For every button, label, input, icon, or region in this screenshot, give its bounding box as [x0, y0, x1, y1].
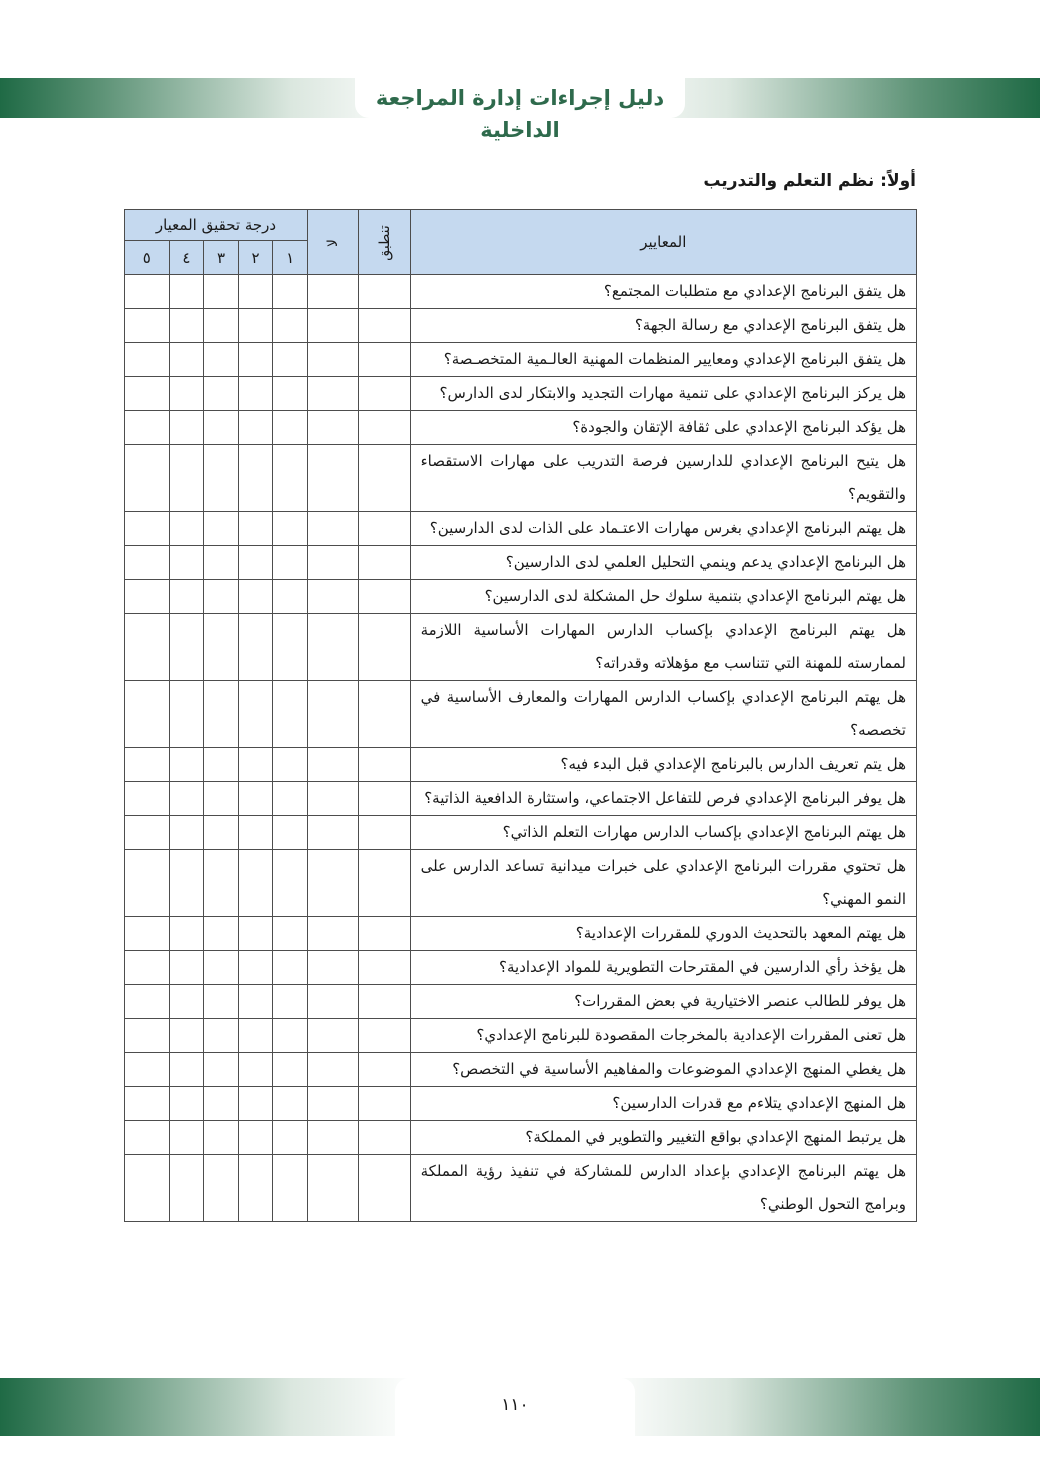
- table-row: [125, 614, 917, 681]
- level-4-cell[interactable]: [169, 275, 204, 309]
- applies-cell[interactable]: [359, 1155, 410, 1222]
- level-3-cell[interactable]: [204, 614, 239, 681]
- level-2-cell[interactable]: [238, 850, 273, 917]
- level-1-cell[interactable]: [273, 309, 308, 343]
- criterion-text: هل البرنامج الإعدادي يدعم وينمي التحليل العلمي لدى الدارسين؟: [410, 546, 916, 580]
- applies-cell[interactable]: [359, 816, 410, 850]
- applies-cell[interactable]: [359, 917, 410, 951]
- level-3-cell[interactable]: [204, 816, 239, 850]
- level-1-cell[interactable]: [273, 816, 308, 850]
- criterion-text: هل يهتم البرنامج الإعدادي بإعداد الدارس للمشاركة في تنفيذ رؤية المملكة وبرامج التحول الوطني؟: [410, 1155, 916, 1222]
- level-1-cell[interactable]: [273, 782, 308, 816]
- not-applies-cell[interactable]: [307, 1087, 358, 1121]
- table-row: [125, 275, 917, 309]
- applies-cell[interactable]: [359, 445, 410, 512]
- not-applies-cell[interactable]: [307, 512, 358, 546]
- level-4-cell[interactable]: [169, 1087, 204, 1121]
- applies-header: [359, 210, 410, 275]
- level-5-cell[interactable]: [125, 850, 170, 917]
- not-applies-cell[interactable]: [307, 816, 358, 850]
- level-1-cell[interactable]: [273, 748, 308, 782]
- applies-cell[interactable]: [359, 1121, 410, 1155]
- level-5-cell[interactable]: [125, 343, 170, 377]
- level-3-cell[interactable]: [204, 850, 239, 917]
- level-4-cell[interactable]: [169, 748, 204, 782]
- applies-cell[interactable]: [359, 377, 410, 411]
- applies-cell[interactable]: [359, 411, 410, 445]
- applies-cell[interactable]: [359, 343, 410, 377]
- level-1-cell[interactable]: [273, 850, 308, 917]
- table-row: [125, 985, 917, 1019]
- level-4-cell[interactable]: [169, 816, 204, 850]
- level-1-cell[interactable]: [273, 343, 308, 377]
- level-5-cell[interactable]: [125, 546, 170, 580]
- level-3-cell[interactable]: [204, 377, 239, 411]
- level-5-cell[interactable]: [125, 1155, 170, 1222]
- applies-cell[interactable]: [359, 1087, 410, 1121]
- table-row: [125, 580, 917, 614]
- not-applies-cell[interactable]: [307, 1019, 358, 1053]
- level-3-cell[interactable]: [204, 782, 239, 816]
- level-4-cell[interactable]: [169, 343, 204, 377]
- table-row: [125, 445, 917, 512]
- level-1-cell[interactable]: [273, 1019, 308, 1053]
- criterion-text: هل يتفق البرنامج الإعدادي مع متطلبات المجتمع؟: [410, 275, 916, 309]
- level-5-cell[interactable]: [125, 782, 170, 816]
- criterion-text: هل يغطي المنهج الإعدادي الموضوعات والمفاهيم الأساسية في التخصص؟: [410, 1053, 916, 1087]
- level-4-cell[interactable]: [169, 580, 204, 614]
- level-3-cell[interactable]: [204, 580, 239, 614]
- level-1-cell[interactable]: [273, 580, 308, 614]
- level-3-cell[interactable]: [204, 1087, 239, 1121]
- level-3-cell[interactable]: [204, 1053, 239, 1087]
- level-3-cell[interactable]: [204, 309, 239, 343]
- level-3-cell[interactable]: [204, 985, 239, 1019]
- level-5-cell[interactable]: [125, 512, 170, 546]
- level-5-cell[interactable]: [125, 917, 170, 951]
- level-2-cell[interactable]: [238, 748, 273, 782]
- not-applies-cell[interactable]: [307, 681, 358, 748]
- level-4-cell[interactable]: [169, 951, 204, 985]
- not-applies-cell[interactable]: [307, 1155, 358, 1222]
- table-row: [125, 1087, 917, 1121]
- level-4-cell[interactable]: [169, 1155, 204, 1222]
- level-1-cell[interactable]: [273, 614, 308, 681]
- degree-header: درجة تحقيق المعيار: [125, 210, 308, 241]
- level-3-cell[interactable]: [204, 917, 239, 951]
- not-applies-header: [307, 210, 358, 275]
- level-3-cell[interactable]: [204, 275, 239, 309]
- level-1-cell[interactable]: [273, 1155, 308, 1222]
- level-3-cell[interactable]: [204, 343, 239, 377]
- level-4-cell[interactable]: [169, 985, 204, 1019]
- not-applies-cell[interactable]: [307, 275, 358, 309]
- level-1-cell[interactable]: [273, 681, 308, 748]
- not-applies-cell[interactable]: [307, 309, 358, 343]
- table-row: [125, 917, 917, 951]
- applies-cell[interactable]: [359, 951, 410, 985]
- table-row: [125, 309, 917, 343]
- criterion-text: هل يؤكد البرنامج الإعدادي على ثقافة الإتقان والجودة؟: [410, 411, 916, 445]
- page-number: ١١٠: [501, 1395, 529, 1415]
- level-4-cell[interactable]: [169, 309, 204, 343]
- level-2-cell[interactable]: [238, 546, 273, 580]
- not-applies-cell[interactable]: [307, 782, 358, 816]
- table-row: [125, 1121, 917, 1155]
- level-5-cell[interactable]: [125, 309, 170, 343]
- not-applies-cell[interactable]: [307, 580, 358, 614]
- applies-cell[interactable]: [359, 985, 410, 1019]
- not-applies-header-label: لا: [325, 239, 342, 247]
- level-4-cell[interactable]: [169, 445, 204, 512]
- level-2-cell[interactable]: [238, 614, 273, 681]
- table-row: [125, 850, 917, 917]
- level-5-cell[interactable]: [125, 985, 170, 1019]
- level-4-cell[interactable]: [169, 411, 204, 445]
- applies-cell[interactable]: [359, 512, 410, 546]
- level-5-cell[interactable]: [125, 445, 170, 512]
- table-row: [125, 816, 917, 850]
- criterion-text: هل يتفق البرنامج الإعدادي ومعايير المنظمات المهنية العالـمية المتخصـصة؟: [410, 343, 916, 377]
- table-row: [125, 681, 917, 748]
- level-2-cell[interactable]: [238, 275, 273, 309]
- applies-cell[interactable]: [359, 1019, 410, 1053]
- criterion-text: هل يؤخذ رأي الدارسين في المقترحات التطويرية للمواد الإعدادية؟: [410, 951, 916, 985]
- applies-cell[interactable]: [359, 748, 410, 782]
- level-3-cell[interactable]: [204, 1121, 239, 1155]
- level-3-cell[interactable]: [204, 681, 239, 748]
- level-2-cell[interactable]: [238, 1121, 273, 1155]
- criterion-text: هل يتفق البرنامج الإعدادي مع رسالة الجهة؟: [410, 309, 916, 343]
- criterion-text: هل يركز البرنامج الإعدادي على تنمية مهارات التجديد والابتكار لدى الدارس؟: [410, 377, 916, 411]
- criterion-text: هل المنهج الإعدادي يتلاءم مع قدرات الدارسين؟: [410, 1087, 916, 1121]
- level-1-cell[interactable]: [273, 1121, 308, 1155]
- level-3-cell[interactable]: [204, 512, 239, 546]
- applies-cell[interactable]: [359, 1053, 410, 1087]
- not-applies-cell[interactable]: [307, 1121, 358, 1155]
- applies-cell[interactable]: [359, 614, 410, 681]
- level-5-cell[interactable]: [125, 411, 170, 445]
- applies-cell[interactable]: [359, 546, 410, 580]
- level-2-cell[interactable]: [238, 681, 273, 748]
- level-header-1: ١: [273, 241, 308, 275]
- criterion-text: هل يهتم البرنامج الإعدادي بإكساب الدارس مهارات التعلم الذاتي؟: [410, 816, 916, 850]
- criterion-text: هل يتيح البرنامج الإعدادي للدارسين فرصة التدريب على مهارات الاستقصاء والتقويم؟: [410, 445, 916, 512]
- level-5-cell[interactable]: [125, 1053, 170, 1087]
- level-2-cell[interactable]: [238, 377, 273, 411]
- level-2-cell[interactable]: [238, 1155, 273, 1222]
- level-1-cell[interactable]: [273, 985, 308, 1019]
- table-row: [125, 546, 917, 580]
- level-3-cell[interactable]: [204, 411, 239, 445]
- criterion-text: هل يوفر البرنامج الإعدادي فرص للتفاعل الاجتماعي، واستثارة الدافعية الذاتية؟: [410, 782, 916, 816]
- level-1-cell[interactable]: [273, 512, 308, 546]
- level-5-cell[interactable]: [125, 1121, 170, 1155]
- level-2-cell[interactable]: [238, 343, 273, 377]
- level-header-4: ٤: [169, 241, 204, 275]
- table-row: [125, 411, 917, 445]
- level-header-2: ٢: [238, 241, 273, 275]
- level-4-cell[interactable]: [169, 681, 204, 748]
- level-5-cell[interactable]: [125, 816, 170, 850]
- level-header-5: ٥: [125, 241, 170, 275]
- applies-cell[interactable]: [359, 681, 410, 748]
- criterion-text: هل يهتم البرنامج الإعدادي بتنمية سلوك حل المشكلة لدى الدارسين؟: [410, 580, 916, 614]
- level-4-cell[interactable]: [169, 546, 204, 580]
- level-3-cell[interactable]: [204, 1155, 239, 1222]
- criteria-header: المعايير: [410, 210, 916, 275]
- level-2-cell[interactable]: [238, 411, 273, 445]
- level-4-cell[interactable]: [169, 512, 204, 546]
- section-title: أولاً: نظم التعلم والتدريب: [703, 171, 916, 191]
- level-5-cell[interactable]: [125, 275, 170, 309]
- applies-cell[interactable]: [359, 850, 410, 917]
- applies-cell[interactable]: [359, 275, 410, 309]
- table-row: [125, 1053, 917, 1087]
- table-row: [125, 951, 917, 985]
- level-1-cell[interactable]: [273, 546, 308, 580]
- table-row: [125, 343, 917, 377]
- not-applies-cell[interactable]: [307, 748, 358, 782]
- criterion-text: هل يهتم البرنامج الإعدادي بإكساب الدارس المهارات الأساسية اللازمة لممارسته للمهنة التي تتناسب مع مؤهلاته وقدراته؟: [410, 614, 916, 681]
- level-4-cell[interactable]: [169, 1121, 204, 1155]
- criterion-text: هل يتم تعريف الدارس بالبرنامج الإعدادي قبل البدء فيه؟: [410, 748, 916, 782]
- level-2-cell[interactable]: [238, 782, 273, 816]
- table-row: [125, 1019, 917, 1053]
- not-applies-cell[interactable]: [307, 614, 358, 681]
- level-3-cell[interactable]: [204, 1019, 239, 1053]
- table-row: [125, 1155, 917, 1222]
- table-row: [125, 377, 917, 411]
- level-2-cell[interactable]: [238, 580, 273, 614]
- level-4-cell[interactable]: [169, 1019, 204, 1053]
- level-3-cell[interactable]: [204, 445, 239, 512]
- level-1-cell[interactable]: [273, 951, 308, 985]
- not-applies-cell[interactable]: [307, 445, 358, 512]
- criteria-body: [125, 275, 917, 1222]
- level-4-cell[interactable]: [169, 1053, 204, 1087]
- level-1-cell[interactable]: [273, 445, 308, 512]
- not-applies-cell[interactable]: [307, 343, 358, 377]
- level-5-cell[interactable]: [125, 1087, 170, 1121]
- level-2-cell[interactable]: [238, 1053, 273, 1087]
- table-row: [125, 748, 917, 782]
- level-3-cell[interactable]: [204, 951, 239, 985]
- level-5-cell[interactable]: [125, 681, 170, 748]
- level-2-cell[interactable]: [238, 512, 273, 546]
- document-title: دليل إجراءات إدارة المراجعة الداخلية: [375, 86, 665, 142]
- criterion-text: هل يهتم المعهد بالتحديث الدوري للمقررات الإعدادية؟: [410, 917, 916, 951]
- level-1-cell[interactable]: [273, 1087, 308, 1121]
- level-4-cell[interactable]: [169, 850, 204, 917]
- table-row: [125, 512, 917, 546]
- level-2-cell[interactable]: [238, 985, 273, 1019]
- criterion-text: هل يهتم البرنامج الإعدادي بإكساب الدارس المهارات والمعارف الأساسية في تخصصه؟: [410, 681, 916, 748]
- level-4-cell[interactable]: [169, 782, 204, 816]
- level-2-cell[interactable]: [238, 445, 273, 512]
- level-1-cell[interactable]: [273, 411, 308, 445]
- level-2-cell[interactable]: [238, 917, 273, 951]
- criterion-text: هل تحتوي مقررات البرنامج الإعدادي على خبرات ميدانية تساعد الدارس على النمو المهني؟: [410, 850, 916, 917]
- level-2-cell[interactable]: [238, 951, 273, 985]
- level-4-cell[interactable]: [169, 917, 204, 951]
- not-applies-cell[interactable]: [307, 951, 358, 985]
- level-5-cell[interactable]: [125, 1019, 170, 1053]
- level-2-cell[interactable]: [238, 1019, 273, 1053]
- level-2-cell[interactable]: [238, 309, 273, 343]
- criterion-text: هل تعنى المقررات الإعدادية بالمخرجات المقصودة للبرنامج الإعدادي؟: [410, 1019, 916, 1053]
- criterion-text: هل يرتبط المنهج الإعدادي بواقع التغيير والتطوير في المملكة؟: [410, 1121, 916, 1155]
- not-applies-cell[interactable]: [307, 850, 358, 917]
- applies-header-label: تنطبق: [376, 225, 393, 261]
- not-applies-cell[interactable]: [307, 411, 358, 445]
- criterion-text: هل يوفر للطالب عنصر الاختيارية في بعض المقررات؟: [410, 985, 916, 1019]
- level-3-cell[interactable]: [204, 546, 239, 580]
- not-applies-cell[interactable]: [307, 1053, 358, 1087]
- level-5-cell[interactable]: [125, 748, 170, 782]
- level-2-cell[interactable]: [238, 1087, 273, 1121]
- level-1-cell[interactable]: [273, 1053, 308, 1087]
- applies-cell[interactable]: [359, 309, 410, 343]
- level-3-cell[interactable]: [204, 748, 239, 782]
- table-row: [125, 782, 917, 816]
- level-5-cell[interactable]: [125, 580, 170, 614]
- not-applies-cell[interactable]: [307, 917, 358, 951]
- level-2-cell[interactable]: [238, 816, 273, 850]
- level-5-cell[interactable]: [125, 951, 170, 985]
- not-applies-cell[interactable]: [307, 546, 358, 580]
- applies-cell[interactable]: [359, 782, 410, 816]
- criteria-table: [124, 209, 917, 1222]
- level-5-cell[interactable]: [125, 377, 170, 411]
- level-header-3: ٣: [204, 241, 239, 275]
- not-applies-cell[interactable]: [307, 985, 358, 1019]
- level-4-cell[interactable]: [169, 614, 204, 681]
- level-1-cell[interactable]: [273, 377, 308, 411]
- not-applies-cell[interactable]: [307, 377, 358, 411]
- applies-cell[interactable]: [359, 580, 410, 614]
- level-1-cell[interactable]: [273, 917, 308, 951]
- level-1-cell[interactable]: [273, 275, 308, 309]
- level-5-cell[interactable]: [125, 614, 170, 681]
- criterion-text: هل يهتم البرنامج الإعدادي بغرس مهارات الاعتـماد على الذات لدى الدارسين؟: [410, 512, 916, 546]
- level-4-cell[interactable]: [169, 377, 204, 411]
